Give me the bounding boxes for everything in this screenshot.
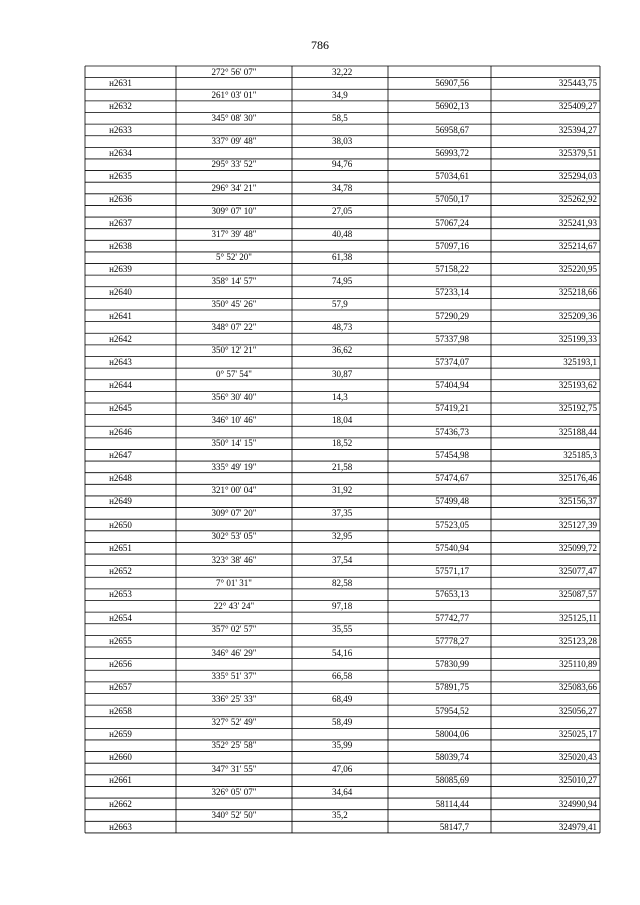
point-id-cell: н2634 [109,147,132,158]
segment-row [85,717,600,728]
y-coordinate-cell: 324990,94 [558,798,597,809]
point-id-cell: н2651 [109,542,132,553]
x-coordinate-cell: 57454,98 [435,449,469,460]
bearing-cell: 272° 56' 07" [211,66,257,77]
segment-row [85,531,600,542]
distance-cell: 21,58 [332,461,353,472]
y-coordinate-cell: 325123,28 [558,635,597,646]
point-id-cell: н2632 [109,101,132,112]
bearing-cell: 346° 10' 46" [211,415,257,426]
x-coordinate-cell: 57290,29 [435,310,469,321]
x-coordinate-cell: 57474,67 [435,473,469,484]
segment-row [85,462,600,473]
segment-row [85,671,600,682]
y-coordinate-cell: 325077,47 [558,566,597,577]
segment-row [85,299,600,310]
y-coordinate-cell: 325262,92 [558,194,597,205]
point-id-cell: н2638 [109,240,132,251]
x-coordinate-cell: 57891,75 [435,682,469,693]
y-coordinate-cell: 325193,1 [563,357,597,367]
point-row [85,636,600,647]
point-row [85,450,600,461]
distance-cell: 35,55 [332,624,353,635]
segment-row [85,159,600,170]
distance-cell: 66,58 [332,670,353,681]
coordinates-table [85,64,600,835]
point-id-cell: н2631 [109,78,132,89]
bearing-cell: 296° 34' 21" [211,182,257,193]
point-id-cell: н2649 [109,496,132,507]
distance-cell: 48,73 [332,322,353,333]
distance-cell: 37,54 [332,554,353,565]
bearing-cell: 346° 46' 29" [211,647,257,658]
bearing-cell: 335° 49' 19" [211,461,257,472]
distance-cell: 40,48 [332,229,353,240]
point-row [85,287,600,298]
bearing-cell: 356° 30' 40" [211,391,257,402]
distance-cell: 47,06 [332,763,353,774]
bearing-cell: 309° 07' 10" [211,205,257,216]
y-coordinate-cell: 325443,75 [558,78,597,89]
x-coordinate-cell: 58004,06 [435,728,469,739]
x-coordinate-cell: 57374,07 [435,357,469,367]
point-id-cell: н2642 [109,333,132,344]
bearing-cell: 345° 08' 30" [211,112,257,123]
point-row [85,659,600,670]
point-row [85,380,600,391]
segment-row [85,67,600,78]
x-coordinate-cell: 57158,22 [435,264,469,275]
point-row [85,520,600,531]
segment-row [85,322,600,333]
distance-cell: 35,99 [332,740,353,751]
x-coordinate-cell: 57571,17 [435,566,469,577]
segment-row [85,206,600,217]
segment-row [85,90,600,101]
y-coordinate-cell: 325125,11 [559,612,597,623]
point-row [85,101,600,112]
point-id-cell: н2662 [109,798,132,809]
distance-cell: 34,78 [332,182,353,193]
x-coordinate-cell: 57097,16 [435,240,469,251]
bearing-cell: 350° 14' 15" [211,438,257,449]
y-coordinate-cell: 325379,51 [558,147,597,158]
y-coordinate-cell: 325188,44 [558,426,597,437]
point-id-cell: н2635 [109,171,132,182]
segment-row [85,810,600,821]
x-coordinate-cell: 57653,13 [435,589,469,600]
y-coordinate-cell: 325409,27 [558,101,597,112]
point-row [85,613,600,624]
distance-cell: 36,62 [332,345,353,356]
point-id-cell: н2645 [109,403,132,414]
x-coordinate-cell: 57830,99 [435,659,469,670]
segment-row [85,276,600,287]
segment-row [85,648,600,659]
y-coordinate-cell: 325394,27 [558,124,597,135]
x-coordinate-cell: 57778,27 [435,635,469,646]
distance-cell: 32,22 [332,66,353,77]
distance-cell: 32,95 [332,531,353,542]
point-row [85,125,600,136]
point-id-cell: н2659 [109,728,132,739]
point-row [85,473,600,484]
point-row [85,403,600,414]
point-id-cell: н2646 [109,426,132,437]
distance-cell: 74,95 [332,275,353,286]
point-id-cell: н2644 [109,380,132,391]
bearing-cell: 335° 51' 37" [211,670,257,681]
x-coordinate-cell: 57419,21 [435,403,469,414]
point-id-cell: н2660 [109,752,132,763]
point-row [85,357,600,368]
segment-row [85,392,600,403]
bearing-cell: 347° 31' 55" [211,763,257,774]
x-coordinate-cell: 56958,67 [435,124,469,135]
distance-cell: 54,16 [332,647,353,658]
bearing-cell: 323° 38' 46" [211,554,257,565]
point-row [85,706,600,717]
bearing-cell: 22° 43' 24" [213,601,255,612]
point-row [85,241,600,252]
y-coordinate-cell: 325020,43 [558,752,597,763]
point-row [85,543,600,554]
segment-row [85,438,600,449]
x-coordinate-cell: 57034,61 [435,171,469,182]
distance-cell: 37,35 [332,508,353,519]
y-coordinate-cell: 325192,75 [558,403,597,414]
point-row [85,311,600,322]
segment-row [85,136,600,147]
y-coordinate-cell: 325156,37 [558,496,597,507]
bearing-cell: 358° 14' 57" [211,275,257,286]
bearing-cell: 340° 52' 50" [211,810,257,821]
point-row [85,334,600,345]
distance-cell: 97,18 [332,601,353,612]
distance-cell: 35,2 [332,810,348,821]
y-coordinate-cell: 325220,95 [558,264,597,275]
segment-row [85,345,600,356]
y-coordinate-cell: 325214,67 [558,240,597,251]
segment-row [85,555,600,566]
segment-row [85,601,600,612]
point-row [85,566,600,577]
point-id-cell: н2647 [109,449,132,460]
segment-row [85,508,600,519]
segment-row [85,624,600,635]
distance-cell: 31,92 [332,484,353,495]
bearing-cell: 336° 25' 33" [211,693,257,704]
x-coordinate-cell: 57540,94 [435,542,469,553]
point-id-cell: н2636 [109,194,132,205]
y-coordinate-cell: 325127,39 [558,519,597,530]
bearing-cell: 326° 05' 07" [211,786,257,797]
distance-cell: 68,49 [332,693,353,704]
distance-cell: 38,03 [332,136,353,147]
x-coordinate-cell: 56993,72 [435,147,469,158]
x-coordinate-cell: 56902,13 [435,101,469,112]
y-coordinate-cell: 325185,3 [563,449,597,460]
point-row [85,496,600,507]
bearing-cell: 317° 39' 48" [211,229,257,240]
point-id-cell: н2633 [109,124,132,135]
point-row [85,148,600,159]
y-coordinate-cell: 325294,03 [558,171,597,182]
distance-cell: 94,76 [332,159,353,170]
distance-cell: 14,3 [332,391,348,402]
y-coordinate-cell: 325010,27 [558,775,597,786]
point-row [85,218,600,229]
point-row [85,171,600,182]
y-coordinate-cell: 325099,72 [558,542,597,553]
y-coordinate-cell: 325193,62 [558,380,597,391]
segment-row [85,787,600,798]
y-coordinate-cell: 325025,17 [558,728,597,739]
x-coordinate-cell: 57233,14 [435,287,469,298]
distance-cell: 34,9 [332,89,348,100]
point-row [85,589,600,600]
point-row [85,752,600,763]
x-coordinate-cell: 57954,52 [435,705,469,716]
bearing-cell: 321° 00' 04" [211,484,257,495]
y-coordinate-cell: 325218,66 [558,287,597,298]
point-row [85,729,600,740]
y-coordinate-cell: 325056,27 [558,705,597,716]
x-coordinate-cell: 57742,77 [435,612,469,623]
point-id-cell: н2663 [109,821,132,832]
point-id-cell: н2639 [109,264,132,275]
point-row [85,194,600,205]
distance-cell: 34,64 [332,786,353,797]
point-row [85,822,600,833]
x-coordinate-cell: 57050,17 [435,194,469,205]
distance-cell: 18,04 [332,415,353,426]
y-coordinate-cell: 325209,36 [558,310,597,321]
y-coordinate-cell: 325241,93 [558,217,597,228]
point-id-cell: н2650 [109,519,132,530]
bearing-cell: 350° 12' 21" [211,345,257,356]
point-id-cell: н2654 [109,612,132,623]
distance-cell: 58,49 [332,717,353,728]
point-id-cell: н2648 [109,473,132,484]
point-id-cell: н2652 [109,566,132,577]
point-row [85,264,600,275]
segment-row [85,578,600,589]
distance-cell: 82,58 [332,577,353,588]
x-coordinate-cell: 58114,44 [435,798,469,809]
x-coordinate-cell: 57499,48 [435,496,469,507]
y-coordinate-cell: 325083,66 [558,682,597,693]
point-id-cell: н2661 [109,775,132,786]
segment-row [85,369,600,380]
segment-row [85,740,600,751]
point-id-cell: н2643 [109,357,132,367]
point-row [85,682,600,693]
x-coordinate-cell: 57337,98 [435,333,469,344]
bearing-cell: 5° 52' 20" [216,252,252,263]
y-coordinate-cell: 325110,89 [559,659,597,670]
point-id-cell: н2657 [109,682,132,693]
x-coordinate-cell: 57404,94 [435,380,469,391]
bearing-cell: 302° 53' 05" [211,531,257,542]
x-coordinate-cell: 57523,05 [435,519,469,530]
point-id-cell: н2641 [109,310,132,321]
bearing-cell: 309° 07' 20" [211,508,257,519]
point-row [85,427,600,438]
x-coordinate-cell: 57436,73 [435,426,469,437]
point-id-cell: н2656 [109,659,132,670]
distance-cell: 58,5 [332,112,348,123]
distance-cell: 18,52 [332,438,353,449]
distance-cell: 57,9 [332,298,348,309]
bearing-cell: 350° 45' 26" [211,298,257,309]
bearing-cell: 261° 03' 01" [211,89,257,100]
x-coordinate-cell: 56907,56 [435,78,469,89]
point-id-cell: н2637 [109,217,132,228]
segment-row [85,229,600,240]
bearing-cell: 357° 02' 57" [211,624,257,635]
bearing-cell: 327° 52' 49" [211,717,257,728]
point-row [85,78,600,89]
bearing-cell: 7° 01' 31" [216,577,252,588]
x-coordinate-cell: 57067,24 [435,217,469,228]
point-id-cell: н2658 [109,705,132,716]
x-coordinate-cell: 58147,7 [439,821,469,832]
point-id-cell: н2653 [109,589,132,600]
bearing-cell: 0° 57' 54" [216,368,252,379]
y-coordinate-cell: 325087,57 [558,589,597,600]
y-coordinate-cell: 325176,46 [558,473,597,484]
y-coordinate-cell: 324979,41 [558,821,597,832]
segment-row [85,764,600,775]
y-coordinate-cell: 325199,33 [558,333,597,344]
point-row [85,775,600,786]
bearing-cell: 352° 25' 58" [211,740,257,751]
segment-row [85,415,600,426]
x-coordinate-cell: 58085,69 [435,775,469,786]
segment-row [85,252,600,263]
segment-row [85,485,600,496]
segment-row [85,694,600,705]
x-coordinate-cell: 58039,74 [435,752,469,763]
point-id-cell: н2640 [109,287,132,298]
bearing-cell: 337° 09' 48" [211,136,257,147]
distance-cell: 61,38 [332,252,353,263]
bearing-cell: 348° 07' 22" [211,322,257,333]
bearing-cell: 295° 33' 52" [211,159,257,170]
distance-cell: 27,05 [332,205,353,216]
segment-row [85,183,600,194]
point-row [85,799,600,810]
distance-cell: 30,87 [332,368,353,379]
page-number: 786 [311,38,329,52]
point-id-cell: н2655 [109,635,132,646]
segment-row [85,113,600,124]
